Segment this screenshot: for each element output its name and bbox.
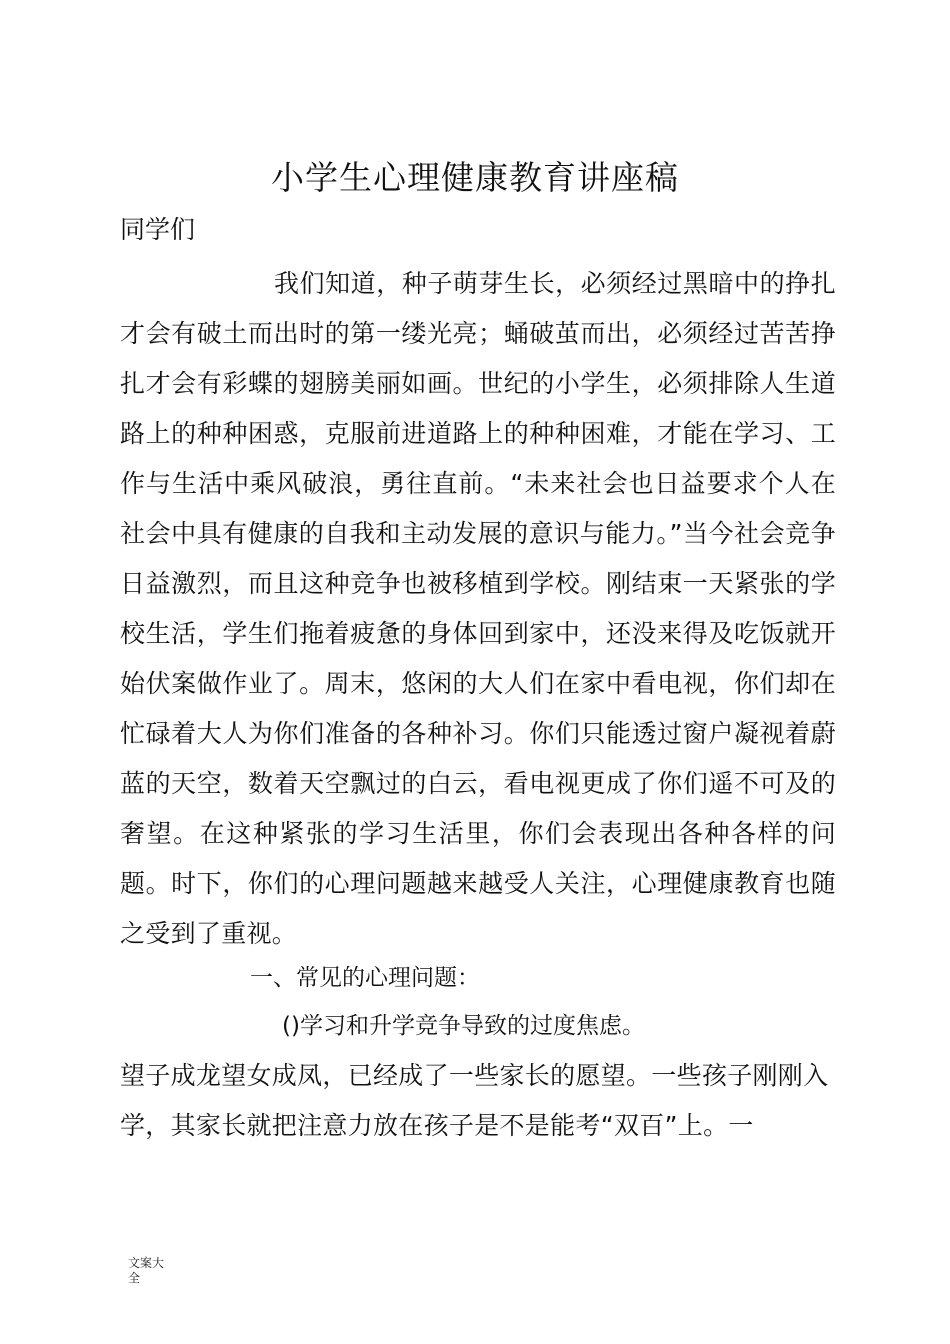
salutation: 同学们 — [120, 215, 196, 244]
body-paragraph-1: 我们知道，种子萌芽生长，必须经过黑暗中的挣扎才会有破土而出时的第一缕光亮；蛹破茧而出，必须经过苦苦挣扎才会有彩蝶的翅膀美丽如画。世纪的小学生，必须排除人生道路上的种种困惑，克服前进道路上的种种困难，才能在学习、工作与生活中乘风破浪，勇往直前。“未来社会也日益要求个人在社会中具有健康的自我和主动发展的意识与能力。”当今社会竞争日益激烈，而且这种竞争也被移植到学校。刚结束一天紧张的学校生活，学生们拖着疲惫的身体回到家中，还没来得及吃饭就开始伏案做作业了。周末，悠闲的大人们在家中看电视，你们却在忙碌着大人为你们准备的各种补习。你们只能透过窗户凝视着蔚蓝的天空，数着天空飘过的白云，看电视更成了你们遥不可及的奢望。在这种紧张的学习生活里，你们会表现出各种各样的问题。时下，你们的心理问题越来越受人关注，心理健康教育也随之受到了重视。 — [120, 269, 836, 948]
body-paragraph-2: 望子成龙望女成凤，已经成了一些家长的愿望。一些孩子刚刚入学，其家长就把注意力放在孩子是不是能考“双百”上。一 — [120, 1061, 829, 1140]
footer-label: 文案大全 — [128, 1256, 165, 1285]
subsection-heading: ()学习和升学竞争导致的过度焦虑。 — [282, 1013, 645, 1039]
section-heading: 一、常见的心理问题： — [250, 965, 480, 991]
document-title: 小学生心理健康教育讲座稿 — [271, 158, 679, 197]
